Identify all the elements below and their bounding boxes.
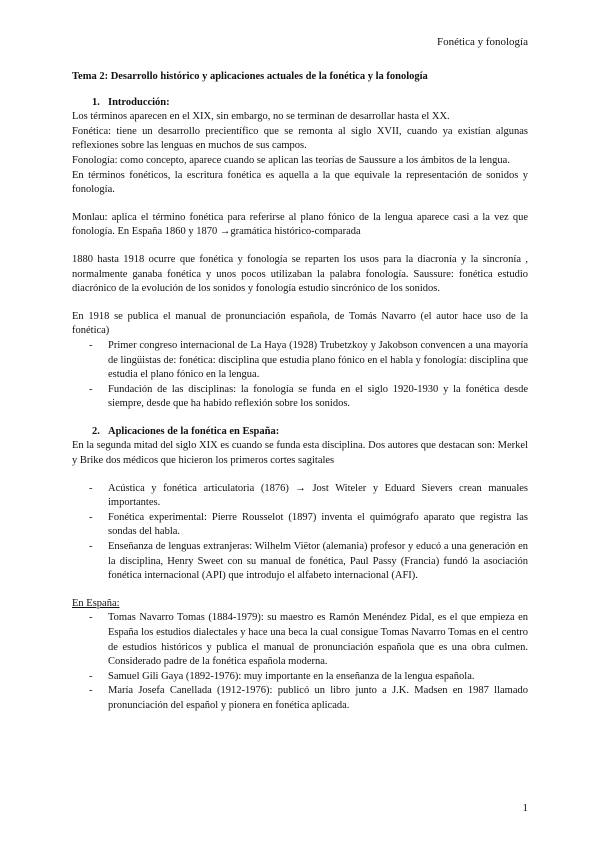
paragraph: Fonología: como concepto, aparece cuando se aplican las teorías de Saussure a los ámbitos de la lengua. xyxy=(72,154,510,166)
paragraph-monlau: Monlau: aplica el término fonética para referirse al plano fónico de la lengua aparece casi a la vez que fonología. En España 1860 y 1870 →gramática histórico-comparada xyxy=(72,211,528,238)
paragraph: Los términos aparecen en el XIX, sin embargo, no se terminan de desarrollar hasta el XX. xyxy=(72,111,450,123)
spain-heading: En España: xyxy=(72,597,120,609)
section-number: 2. xyxy=(92,425,100,437)
bullet-list xyxy=(72,482,528,584)
document-title: Tema 2: Desarrollo histórico y aplicaciones actuales de la fonética y la fonología xyxy=(72,71,428,82)
section-number: 1. xyxy=(92,96,100,108)
bullet-list xyxy=(72,611,528,713)
list-item: - Enseñanza de lenguas extranjeras: Wilhelm Viëtor (alemania) profesor y educó a una generación en la disciplina, Henry Sweet con su manual de fonética, Paul Passy (Francia) fundó la asociación fonética internacional (API) que introdujo el alfabeto internacional (AFI). xyxy=(72,540,528,584)
list-item: - Fundación de las disciplinas: la fonología se funda en el siglo 1920-1930 y la fonética desde siempre, desde que ha habido reflexión sobre los sonidos. xyxy=(72,383,528,412)
paragraph-1880: 1880 hasta 1918 ocurre que fonética y fonología se reparten los usos para la diacronía y la sincronía , normalmente ganaba fonética y unos pocos utilizaban la palabra fonología. Saussure: fonética estudio diacrónico de la evolución de los sonidos y fonología estudio sincrónico de los sonidos. xyxy=(72,253,528,295)
paragraph: En la segunda mitad del siglo XIX es cuando se funda esta disciplina. Dos autores que destacan son: Merkel y Brike dos médicos que hicieron los primeros cortes sagitales xyxy=(72,440,528,467)
list-item: - María Josefa Canellada (1912-1976): publicó un libro junto a J.K. Madsen en 1987 llamado pronunciación del español y pionera en fonética aplicada. xyxy=(72,684,528,713)
list-item: - Tomas Navarro Tomas (1884-1979): su maestro es Ramón Menéndez Pidal, es el que empieza en España los estudios dialectales y hace una beca la cual consigue Tomas Navarro Tomas en el centro de estudios históricos y publica el manual de pronunciación española que es una obra culmen. Considerado padre de la fonética española moderna. xyxy=(72,611,528,669)
running-header: Fonética y fonología xyxy=(436,36,528,48)
paragraph: En términos fonéticos, la escritura fonética es aquella a la que equivale la representación de sonidos y fonología. xyxy=(72,169,528,196)
section-2-heading xyxy=(72,425,528,440)
bullet-list xyxy=(72,339,528,412)
page-number: 1 xyxy=(522,802,528,814)
section-1-heading xyxy=(72,96,528,111)
list-item: - Samuel Gili Gaya (1892-1976): muy importante en la enseñanza de la lengua española. xyxy=(72,670,528,685)
list-item: - Acústica y fonética articulatoria (1876) → Jost Witeler y Eduard Sievers crean manuales importantes. xyxy=(72,482,528,511)
list-item: - Primer congreso internacional de La Haya (1928) Trubetzkoy y Jakobson convencen a una mayoría de lingüistas de: fonética: disciplina que estudia plano fónico en el habla y fonología: disciplina que estudia el plano fónico en la lengua. xyxy=(72,339,528,383)
paragraph: Fonética: tiene un desarrollo precientífico que se remonta al siglo XVII, cuando ya existían algunas reflexiones sobre las lenguas en muchos de sus campos. xyxy=(72,125,528,152)
paragraph-1918: En 1918 se publica el manual de pronunciación española, de Tomás Navarro (el autor hace uso de la fonética) xyxy=(72,310,528,337)
section-title: Aplicaciones de la fonética en España: xyxy=(108,425,280,437)
page-content xyxy=(72,70,528,714)
list-item: - Fonética experimental: Pierre Rousselot (1897) inventa el quimógrafo aparato que registra las sondas del habla. xyxy=(72,511,528,540)
section-title: Introducción: xyxy=(108,96,170,108)
